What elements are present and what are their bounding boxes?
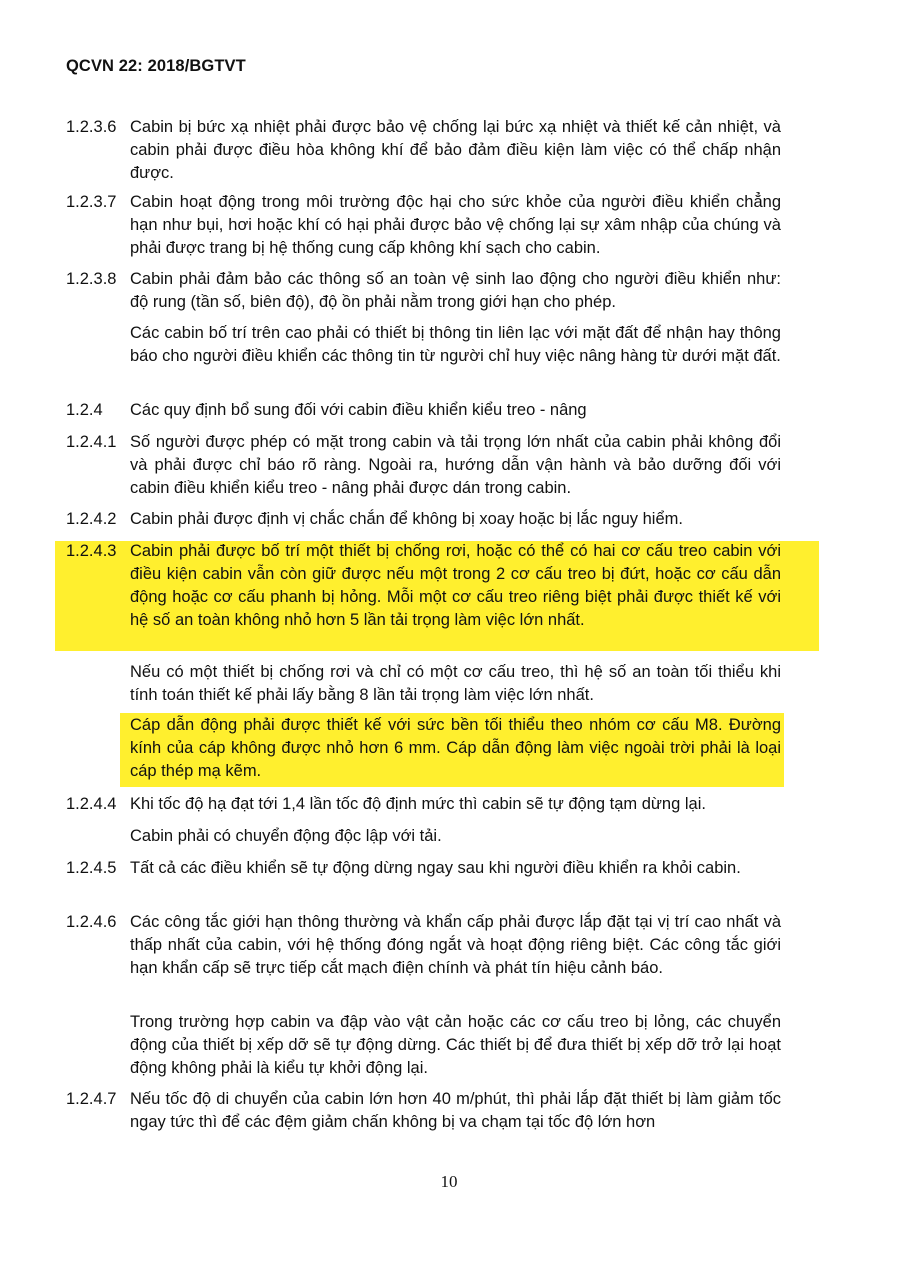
paragraph-text: Trong trường hợp cabin va đập vào vật cản hoặc các cơ cấu treo bị lỏng, các chuyển động của thiết bị xếp dỡ sẽ tự động dừng. Các thiết bị để đưa thiết bị xếp dỡ trở lại hoạt động không phải là kiểu tự khởi động lại. <box>130 1013 781 1077</box>
paragraph-text: Khi tốc độ hạ đạt tới 1,4 lần tốc độ định mức thì cabin sẽ tự động tạm dừng lại. <box>130 795 706 813</box>
paragraph-number: 1.2.4.6 <box>66 913 117 931</box>
paragraph-number: 1.2.4.7 <box>66 1090 117 1108</box>
paragraph-text: Các công tắc giới hạn thông thường và khẩn cấp phải được lắp đặt tại vị trí cao nhất và thấp nhất của cabin, với hệ thống đóng ngắt và hoạt động riêng biệt. Các công tắc giới hạn khẩn cấp sẽ trực tiếp cắt mạch điện chính và phát tín hiệu cảnh báo. <box>130 913 781 977</box>
paragraph-number: 1.2.4.1 <box>66 433 117 451</box>
paragraph-text: Các cabin bố trí trên cao phải có thiết bị thông tin liên lạc với mặt đất để nhận hay thông báo cho người điều khiển các thông tin từ người chỉ huy việc nâng hàng từ dưới mặt đất. <box>130 324 781 365</box>
paragraph-number: 1.2.3.6 <box>66 118 117 136</box>
section-number: 1.2.4 <box>66 401 103 419</box>
paragraph-text: Cabin hoạt động trong môi trường độc hại cho sức khỏe của người điều khiển chẳng hạn như bụi, hơi hoặc khí có hại phải được bảo vệ chống lại sự xâm nhập của chúng và phải được trang bị hệ thống cung cấp không khí sạch cho cabin. <box>130 193 781 257</box>
document-header-code: QCVN 22: 2018/BGTVT <box>66 57 246 75</box>
paragraph-number: 1.2.4.2 <box>66 510 117 528</box>
page-number: 10 <box>440 1172 458 1191</box>
paragraph-number: 1.2.4.4 <box>66 795 117 813</box>
paragraph-text: Cabin phải được định vị chắc chắn để không bị xoay hoặc bị lắc nguy hiểm. <box>130 510 683 528</box>
paragraph-text: Cáp dẫn động phải được thiết kế với sức bền tối thiểu theo nhóm cơ cấu M8. Đường kính của cáp không được nhỏ hơn 6 mm. Cáp dẫn động làm việc ngoài trời phải là loại cáp thép mạ kẽm. <box>130 716 781 780</box>
paragraph-text: Cabin phải được bố trí một thiết bị chống rơi, hoặc có thể có hai cơ cấu treo cabin với điều kiện cabin vẫn còn giữ được nếu một trong 2 cơ cấu treo bị đứt, hoặc cơ cấu dẫn động hoặc cơ cấu phanh bị hỏng. Mỗi một cơ cấu treo riêng biệt phải được thiết kế với hệ số an toàn không nhỏ hơn 5 lần tải trọng làm việc lớn nhất. <box>130 542 781 629</box>
paragraph-number: 1.2.4.3 <box>66 542 117 560</box>
paragraph-text: Cabin phải có chuyển động độc lập với tải. <box>130 827 442 845</box>
paragraph-number: 1.2.3.8 <box>66 270 117 288</box>
paragraph-text: Nếu có một thiết bị chống rơi và chỉ có một cơ cấu treo, thì hệ số an toàn tối thiểu khi tính toán thiết kế phải lấy bằng 8 lần tải trọng làm việc lớn nhất. <box>130 663 781 704</box>
paragraph-text: Cabin phải đảm bảo các thông số an toàn vệ sinh lao động cho người điều khiển như: độ rung (tần số, biên độ), độ ồn phải nằm trong giới hạn cho phép. <box>130 270 781 311</box>
paragraph-text: Số người được phép có mặt trong cabin và tải trọng lớn nhất của cabin phải không đổi và phải được chỉ báo rõ ràng. Ngoài ra, hướng dẫn vận hành và bảo dưỡng đối với cabin điều khiển kiểu treo - nâng phải được dán trong cabin. <box>130 433 781 497</box>
paragraph-number: 1.2.4.5 <box>66 859 117 877</box>
paragraph-text: Nếu tốc độ di chuyển của cabin lớn hơn 40 m/phút, thì phải lắp đặt thiết bị làm giảm tốc ngay tức thì để các đệm giảm chấn không bị va chạm tại tốc độ lớn hơn <box>130 1090 781 1131</box>
paragraph-number: 1.2.3.7 <box>66 193 117 211</box>
paragraph-text: Cabin bị bức xạ nhiệt phải được bảo vệ chống lại bức xạ nhiệt và thiết kế cản nhiệt, và cabin phải được điều hòa không khí để bảo đảm điều kiện làm việc có thể chấp nhận được. <box>130 118 781 182</box>
paragraph-text: Tất cả các điều khiển sẽ tự động dừng ngay sau khi người điều khiển ra khỏi cabin. <box>130 859 741 877</box>
section-title: Các quy định bổ sung đối với cabin điều khiển kiểu treo - nâng <box>130 401 587 419</box>
